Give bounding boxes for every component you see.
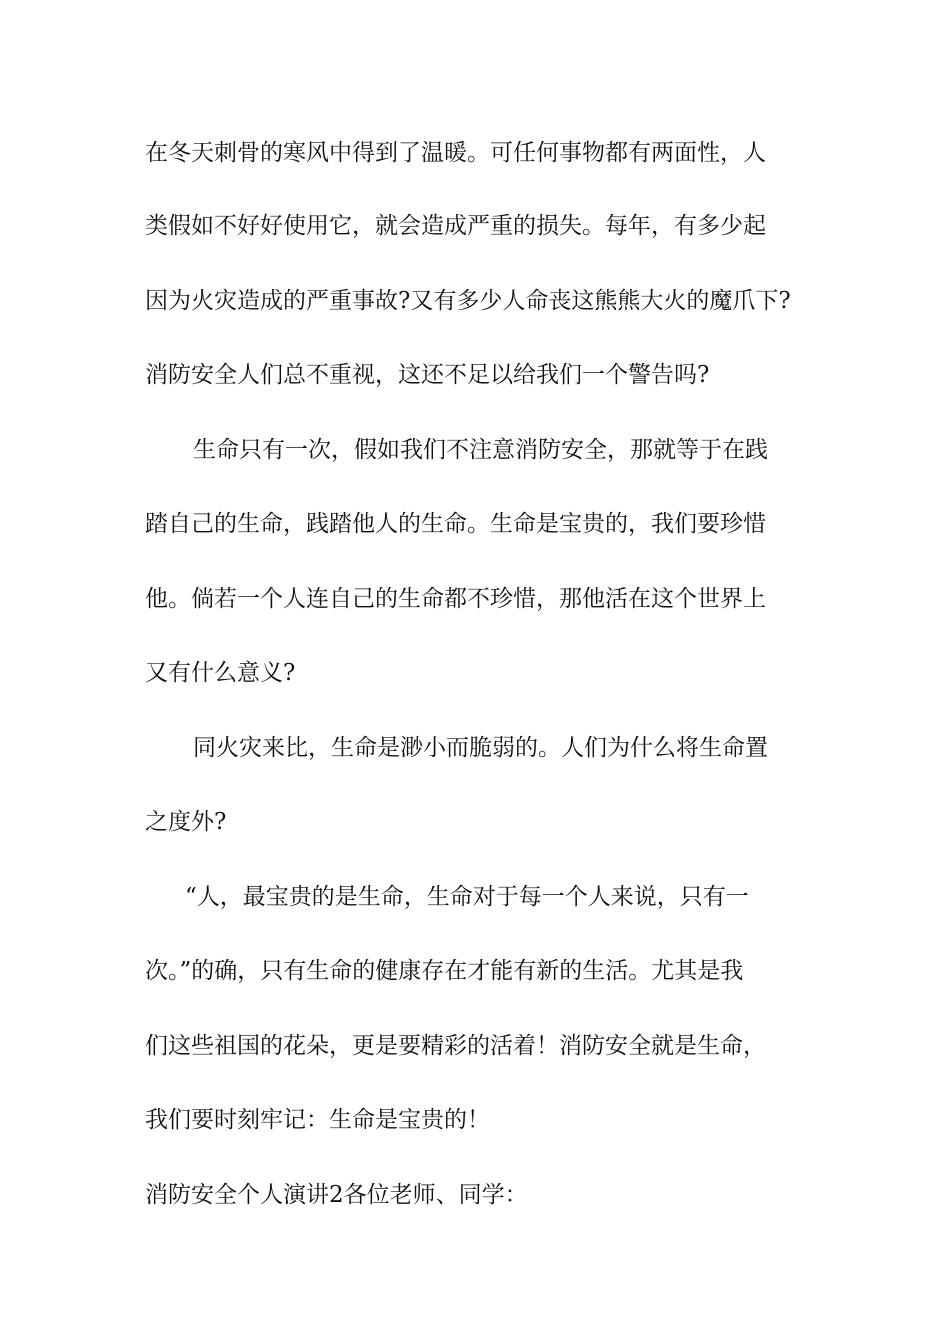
paragraph-line: 我们要时刻牢记：生命是宝贵的！ — [145, 1107, 490, 1133]
paragraph-line: 同火灾来比，生命是渺小而脆弱的。人们为什么将生命置 — [193, 735, 768, 761]
paragraph-line: 消防安全人们总不重视，这还不足以给我们一个警告吗? — [145, 362, 710, 388]
paragraph-line: 在冬天刺骨的寒风中得到了温暖。可任何事物都有两面性，人 — [145, 140, 766, 166]
paragraph-line: 又有什么意义? — [145, 660, 296, 686]
paragraph-line: 们这些祖国的花朵，更是要精彩的活着！消防安全就是生命， — [145, 1033, 766, 1059]
paragraph-line: 因为火灾造成的严重事故?又有多少人命丧这熊熊大火的魔爪下? — [145, 288, 791, 314]
paragraph-line: 踏自己的生命，践踏他人的生命。生命是宝贵的，我们要珍惜 — [145, 511, 766, 537]
paragraph-line: 次。”的确，只有生命的健康存在才能有新的生活。尤其是我 — [145, 958, 744, 984]
paragraph-line: 生命只有一次，假如我们不注意消防安全，那就等于在践 — [193, 437, 768, 463]
paragraph-line: 他。倘若一个人连自己的生命都不珍惜，那他活在这个世界上 — [145, 586, 766, 612]
section-heading-line: 消防安全个人演讲2各位老师、同学： — [145, 1182, 528, 1208]
paragraph-line: 类假如不好好使用它，就会造成严重的损失。每年，有多少起 — [145, 213, 766, 239]
paragraph-line: 之度外? — [145, 809, 227, 835]
paragraph-line: “人，最宝贵的是生命，生命对于每一个人来说，只有一 — [185, 884, 749, 910]
